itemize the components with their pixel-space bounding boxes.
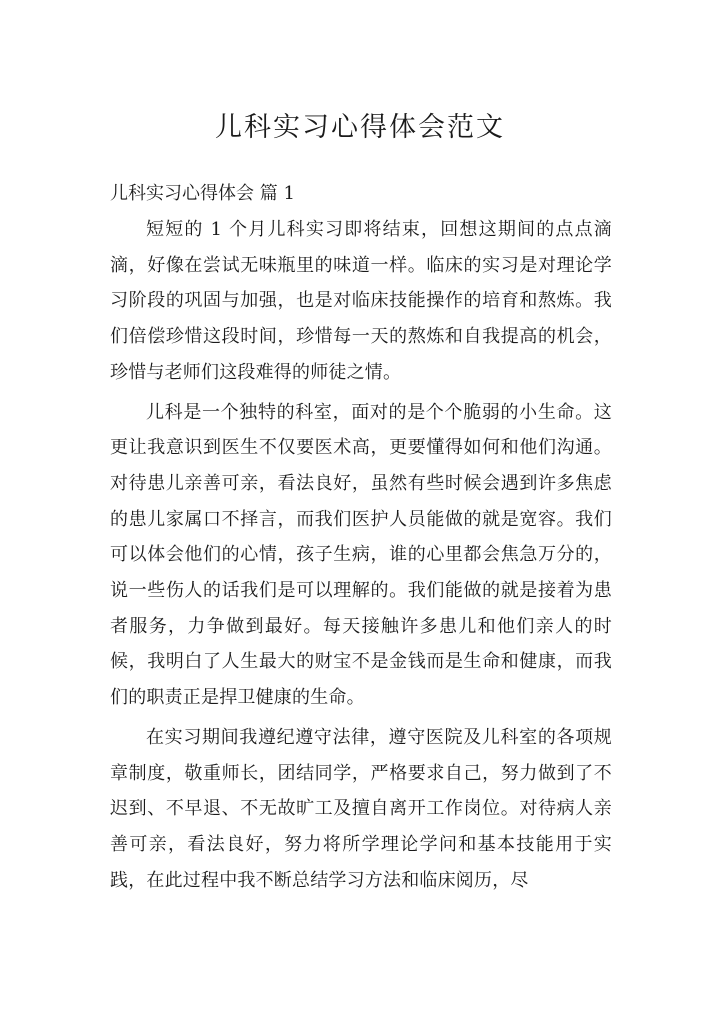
- paragraph: 短短的 1 个月儿科实习即将结束，回想这期间的点点滴滴，好像在尝试无味瓶里的味道一样。临床的实习是对理论学习阶段的巩固与加强，也是对临床技能操作的培育和熬炼。我们倍偿珍惜这段时间，珍惜每一天的熬炼和自我提高的机会，珍惜与老师们这段难得的师徒之情。: [110, 219, 612, 383]
- paragraph: 在实习期间我遵纪遵守法律，遵守医院及儿科室的各项规章制度，敬重师长，团结同学，严格要求自己，努力做到了不迟到、不早退、不无故旷工及擅自离开工作岗位。对待病人亲善可亲，看法良好，努力将所学理论学问和基本技能用于实践，在此过程中我不断总结学习方法和临床阅历，尽: [110, 726, 612, 891]
- document-body: [110, 212, 612, 902]
- section-heading: 儿科实习心得体会 篇 1: [110, 183, 295, 204]
- paragraph: 儿科是一个独特的科室，面对的是个个脆弱的小生命。这更让我意识到医生不仅要医术高，更要懂得如何和他们沟通。对待患儿亲善可亲，看法良好，虽然有些时候会遇到许多焦虑的患儿家属口不择言，而我们医护人员能做的就是宽容。我们可以体会他们的心情，孩子生病，谁的心里都会焦急万分的，说一些伤人的话我们是可以理解的。我们能做的就是接着为患者服务，力争做到最好。每天接触许多患儿和他们亲人的时候，我明白了人生最大的财宝不是金钱而是生命和健康，而我们的职责正是捍卫健康的生命。: [110, 401, 612, 709]
- document-title: 儿科实习心得体会范文: [215, 112, 505, 143]
